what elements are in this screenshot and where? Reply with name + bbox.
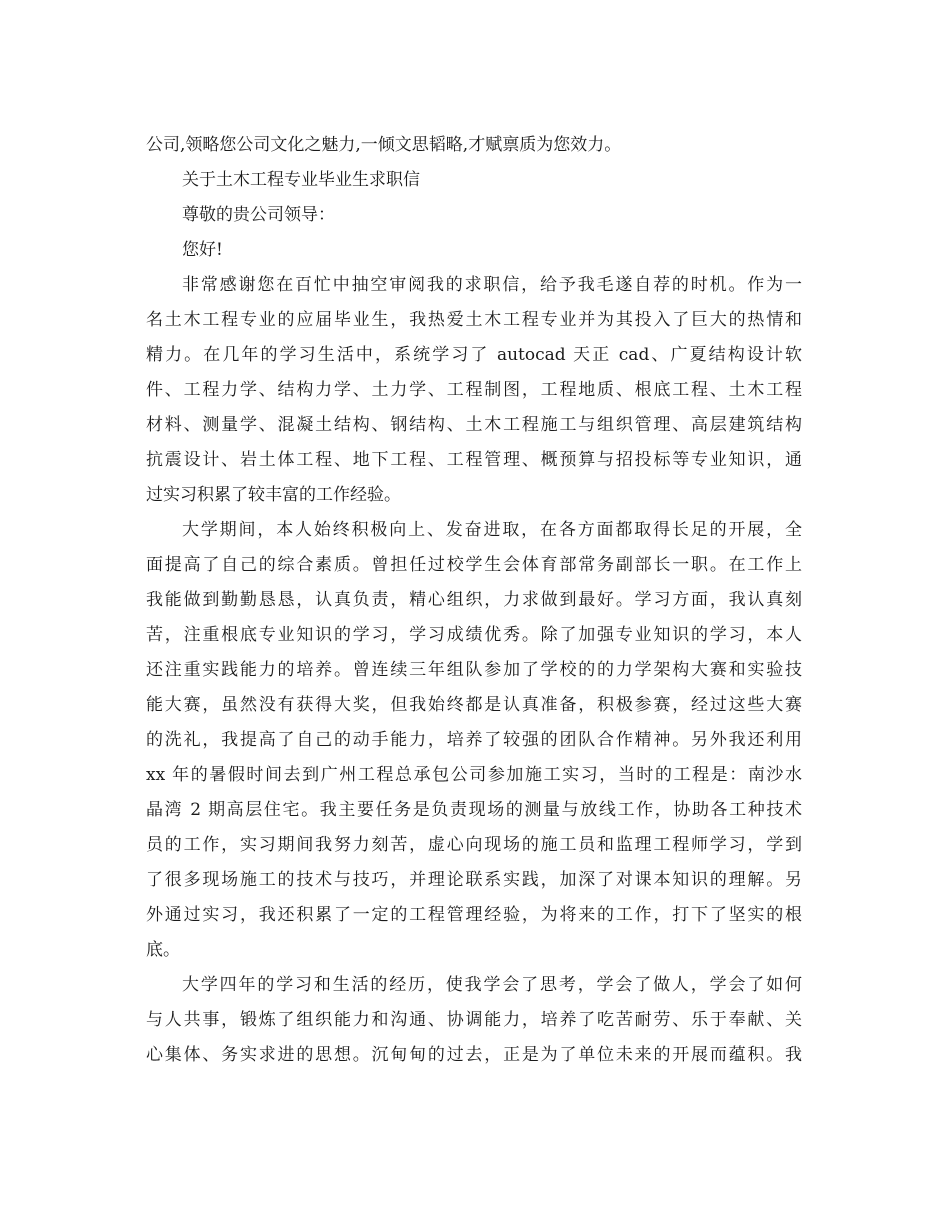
text-line: 材料、测量学、混凝土结构、钢结构、土木工程施工与组织管理、高层建筑结构: [146, 415, 802, 435]
text-line: 底。: [146, 940, 180, 960]
text-line: 的洗礼，我提高了自己的动手能力，培养了较强的团队合作精神。另外我还利用: [146, 730, 802, 750]
letter-title: 关于土木工程专业毕业生求职信: [182, 170, 420, 190]
text-line: 公司,领略您公司文化之魅力,一倾文思韬略,才赋禀质为您效力。: [146, 135, 622, 155]
text-line: 件、工程力学、结构力学、土力学、工程制图，工程地质、根底工程、土木工程: [146, 380, 802, 400]
text-line: 还注重实践能力的培养。曾连续三年组队参加了学校的的力学架构大赛和实验技: [146, 660, 802, 680]
text-line: 非常感谢您在百忙中抽空审阅我的求职信，给予我毛遂自荐的时机。作为一: [182, 275, 802, 295]
document-page: [146, 128, 802, 1073]
text-line: 了很多现场施工的技术与技巧，并理论联系实践，加深了对课本知识的理解。另: [146, 870, 802, 890]
text-line: 大学四年的学习和生活的经历，使我学会了思考，学会了做人，学会了如何: [182, 975, 802, 995]
text-line: 抗震设计、岩土体工程、地下工程、工程管理、概预算与招投标等专业知识，通: [146, 450, 802, 470]
greeting: 您好!: [182, 240, 223, 260]
text-line: 与人共事，锻炼了组织能力和沟通、协调能力，培养了吃苦耐劳、乐于奉献、关: [146, 1010, 802, 1030]
text-line: 外通过实习，我还积累了一定的工程管理经验，为将来的工作，打下了坚实的根: [146, 905, 802, 925]
text-line: 精力。在几年的学习生活中，系统学习了 autocad 天正 cad、广夏结构设计软: [146, 345, 802, 365]
text-line: 员的工作，实习期间我努力刻苦，虚心向现场的施工员和监理工程师学习，学到: [146, 835, 802, 855]
text-line: 能大赛，虽然没有获得大奖，但我始终都是认真准备，积极参赛，经过这些大赛: [146, 695, 802, 715]
text-line: xx 年的暑假时间去到广州工程总承包公司参加施工实习，当时的工程是：南沙水: [146, 765, 802, 785]
text-line: 面提高了自己的综合素质。曾担任过校学生会体育部常务副部长一职。在工作上: [146, 555, 802, 575]
text-line: 心集体、务实求进的思想。沉甸甸的过去，正是为了单位未来的开展而蕴积。我: [146, 1045, 802, 1065]
text-line: 我能做到勤勤恳恳，认真负责，精心组织，力求做到最好。学习方面，我认真刻: [146, 590, 802, 610]
text-line: 名土木工程专业的应届毕业生，我热爱土木工程专业并为其投入了巨大的热情和: [146, 310, 802, 330]
text-line: 苦，注重根底专业知识的学习，学习成绩优秀。除了加强专业知识的学习，本人: [146, 625, 802, 645]
text-line: 过实习积累了较丰富的工作经验。: [146, 485, 401, 505]
text-line: 大学期间，本人始终积极向上、发奋进取，在各方面都取得长足的开展，全: [182, 520, 802, 540]
text-line: 晶湾 2 期高层住宅。我主要任务是负责现场的测量与放线工作，协助各工种技术: [146, 800, 802, 820]
salutation: 尊敬的贵公司领导：: [182, 205, 335, 225]
